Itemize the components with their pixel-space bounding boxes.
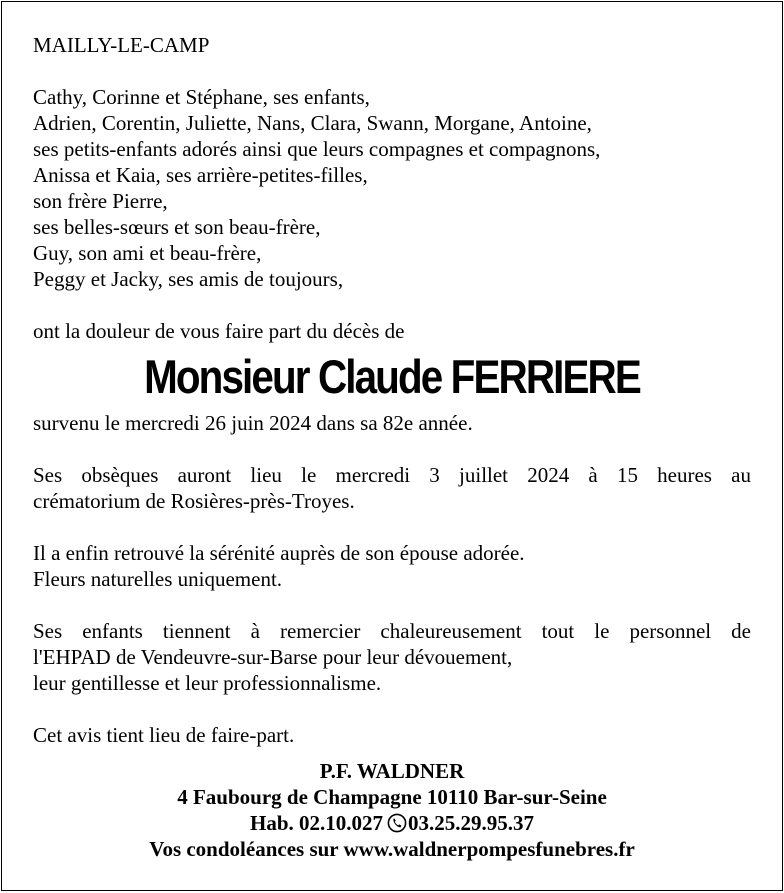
family-line: Guy, son ami et beau-frère, [33, 241, 262, 265]
family-line: Cathy, Corinne et Stéphane, ses enfants, [33, 85, 370, 109]
phone-icon [387, 813, 407, 833]
funeral-line: Ses obsèques auront lieu le mercredi 3 juillet 2024 à 15 heures au [33, 463, 751, 487]
family-line: Adrien, Corentin, Juliette, Nans, Clara, Swann, Morgane, Antoine, [33, 111, 592, 135]
family-line: ses belles-sœurs et son beau-frère, [33, 215, 321, 239]
condolences-website[interactable]: Vos condoléances sur www.waldnerpompesfunebres.fr [149, 837, 635, 861]
spacer [33, 514, 751, 540]
announcement-text: ont la douleur de vous faire part du décès de [33, 319, 405, 343]
funeral-line: crématorium de Rosières-près-Troyes. [33, 489, 355, 513]
thanks-line: leur gentillesse et leur professionnalisme. [33, 671, 382, 695]
family-line: Anissa et Kaia, ses arrière-petites-filles, [33, 163, 368, 187]
deceased-name: Monsieur Claude FERRIERE [144, 350, 640, 403]
obituary-notice [1, 1, 783, 891]
spacer [33, 696, 751, 722]
remarks [33, 540, 751, 592]
spacer [33, 436, 751, 462]
closing-text: Cet avis tient lieu de faire-part. [33, 723, 295, 747]
funeral-home-name: P.F. WALDNER [319, 759, 465, 783]
thanks-paragraph [33, 618, 751, 696]
phone-number: 03.25.29.95.37 [408, 811, 534, 835]
funeral-home-address: 4 Faubourg de Champagne 10110 Bar-sur-Seine [177, 785, 607, 809]
remark-line: Il a enfin retrouvé la sérénité auprès de son épouse adorée. [33, 541, 525, 565]
town-heading: MAILLY-LE-CAMP [33, 33, 210, 57]
license-number: Hab. 02.10.027 [249, 811, 383, 835]
spacer [33, 292, 751, 318]
remark-line: Fleurs naturelles uniquement. [33, 567, 283, 591]
spacer [33, 58, 751, 84]
funeral-home-block [33, 758, 751, 862]
death-info: survenu le mercredi 26 juin 2024 dans sa 82e année. [33, 411, 473, 435]
funeral-details [33, 462, 751, 514]
thanks-line: Ses enfants tiennent à remercier chaleureusement tout le personnel de [33, 619, 751, 643]
thanks-line: l'EHPAD de Vendeuvre-sur-Barse pour leur dévouement, [33, 645, 513, 669]
family-line: son frère Pierre, [33, 189, 168, 213]
family-line: ses petits-enfants adorés ainsi que leurs compagnes et compagnons, [33, 137, 601, 161]
family-list [33, 84, 751, 292]
spacer [33, 592, 751, 618]
family-line: Peggy et Jacky, ses amis de toujours, [33, 267, 344, 291]
funeral-home-contact [33, 810, 751, 836]
